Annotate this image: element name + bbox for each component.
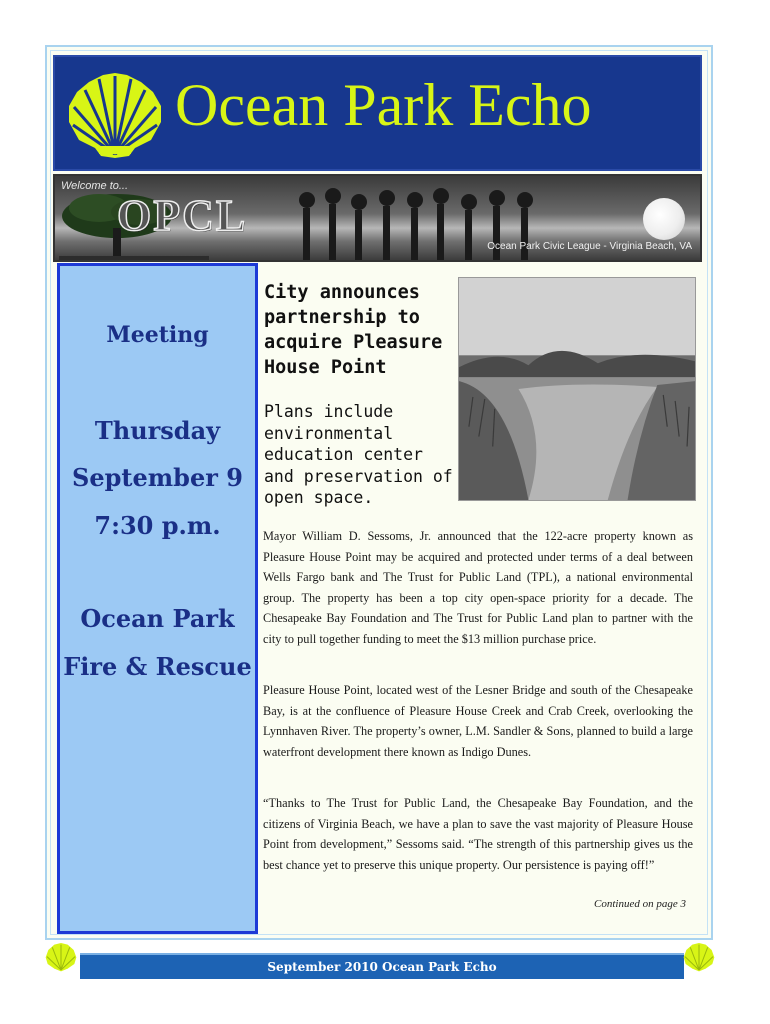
- meeting-location-line2: Fire & Rescue: [63, 652, 252, 681]
- banner-logo-text: OPCL: [117, 191, 248, 240]
- shell-logo-icon: [65, 70, 165, 160]
- article-paragraph-3: “Thanks to The Trust for Public Land, the Chesapeake Bay Foundation, and the citizens of Virginia Beach, we have a plan to save the vast majority of Pleasure House Point from development,” Sessoms said. “The strength of this partnership gives us the best chance yet to preserve this unique property. Our persistence is paying off!”: [263, 796, 693, 872]
- continued-note: Continued on page 3: [594, 898, 686, 910]
- sun-icon: [643, 198, 685, 240]
- article-headline: City announces partnership to acquire Pleasure House Point: [264, 282, 443, 378]
- shell-footer-left-icon: [44, 942, 78, 972]
- meeting-sidebar: [57, 263, 258, 934]
- pleasure-house-point-photo: [458, 277, 696, 501]
- shell-footer-right-icon: [682, 942, 716, 972]
- banner-welcome: Welcome to...: [61, 180, 129, 192]
- footer-text: September 2010 Ocean Park Echo: [267, 960, 497, 974]
- footer-bar: [80, 953, 684, 979]
- meeting-day: Thursday: [94, 416, 221, 445]
- meeting-location-line1: Ocean Park: [80, 604, 235, 633]
- banner-caption: Ocean Park Civic League - Virginia Beach, VA: [487, 241, 692, 252]
- article-paragraph-1: Mayor William D. Sessoms, Jr. announced that the 122-acre property known as Pleasure House Point may be acquired and protected under terms of a deal between Wells Fargo bank and The Trust for Public Land (TPL), a national environmental group. The property has been a top city open-space priority for a decade. The Chesapeake Bay Foundation and The Trust for Public Land plan to partner with the city to pull together funding to meet the $13 million purchase price.: [263, 529, 693, 646]
- article-paragraph-2: Pleasure House Point, located west of the Lesner Bridge and south of the Chesapeake Bay, is at the confluence of Pleasure House Creek and Crab Creek, overlooking the Lynnhaven River. The property’s owner, L.M. Sandler & Sons, planned to build a large waterfront development there known as Indigo Dunes.: [263, 683, 693, 759]
- meeting-date: September 9: [72, 463, 243, 492]
- article-subhead: Plans include environmental education center and preservation of open space.: [264, 402, 453, 507]
- meeting-time: 7:30 p.m.: [94, 511, 221, 540]
- newsletter-title: Ocean Park Echo: [175, 72, 592, 138]
- opcl-banner-image: [53, 174, 702, 262]
- meeting-heading: Meeting: [106, 322, 209, 348]
